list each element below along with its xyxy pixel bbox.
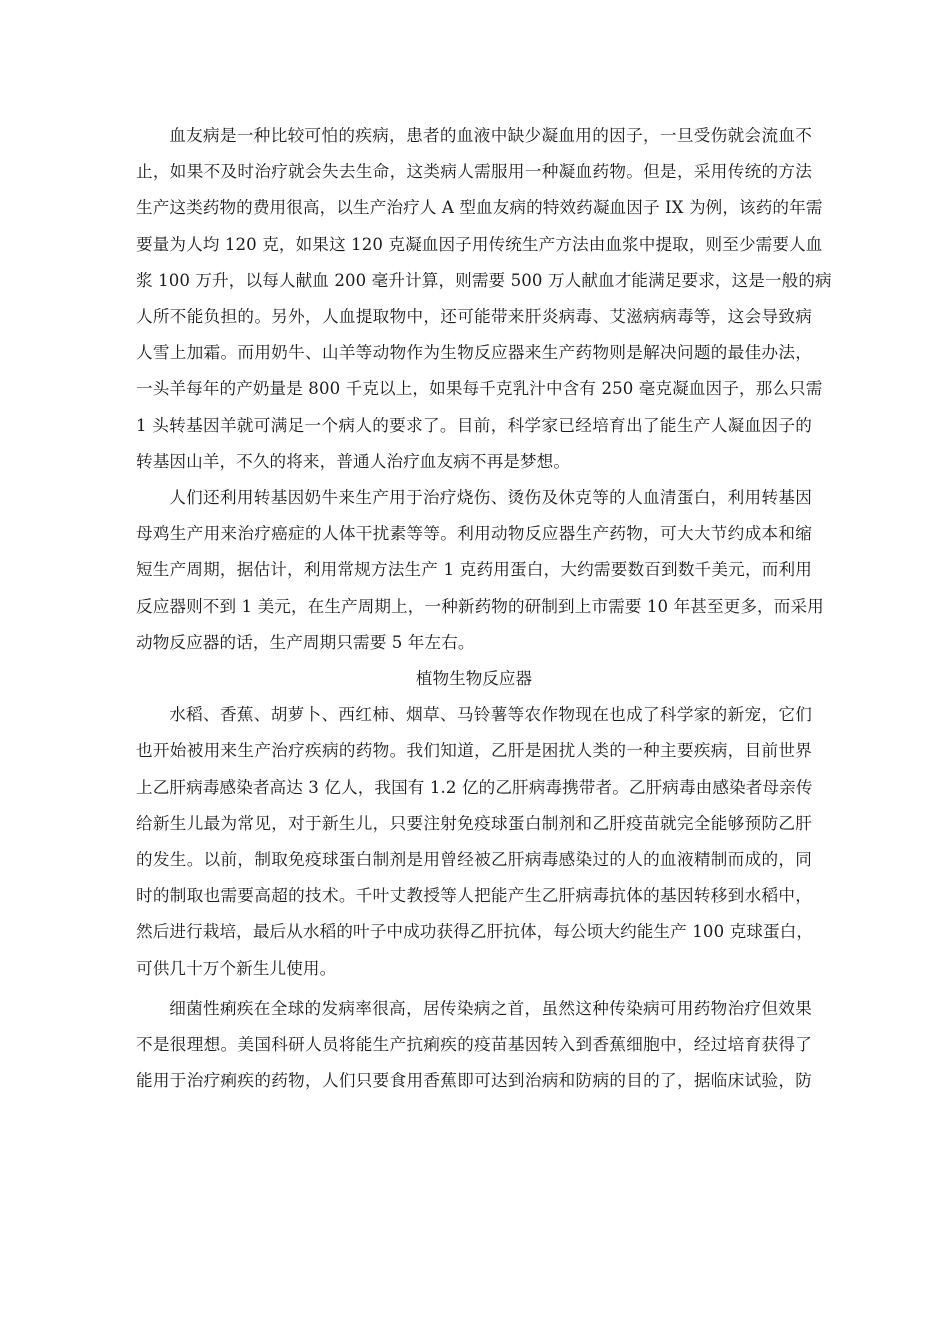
text-line: 1 头转基因羊就可满足一个病人的要求了。目前，科学家已经培育出了能生产人凝血因子的	[136, 415, 812, 435]
text-line: 也开始被用来生产治疗疾病的药物。我们知道，乙肝是困扰人类的一种主要疾病，目前世界	[136, 741, 812, 761]
paragraph-animal-reactor	[136, 480, 824, 661]
text-line: 生产这类药物的费用很高，以生产治疗人 A 型血友病的特效药凝血因子 IX 为例，该药的年需	[136, 198, 823, 218]
text-line: 细菌性痢疾在全球的发病率很高，居传染病之首，虽然这种传染病可用药物治疗但效果	[169, 998, 812, 1018]
text-line: 转基因山羊，不久的将来，普通人治疗血友病不再是梦想。	[136, 451, 571, 471]
text-line: 能用于治疗痢疾的药物，人们只要食用香蕉即可达到治病和防病的目的了，据临床试验，防	[136, 1071, 812, 1091]
section-heading: 植物生物反应器	[415, 669, 533, 689]
text-line: 人所不能负担的。另外，人血提取物中，还可能带来肝炎病毒、艾滋病病毒等，这会导致病	[136, 307, 812, 327]
text-line: 然后进行栽培，最后从水稻的叶子中成功获得乙肝抗体，每公顷大约能生产 100 克球蛋白，	[136, 922, 814, 942]
paragraph-plant-reactor	[136, 697, 812, 987]
text-line: 动物反应器的话，生产周期只需要 5 年左右。	[136, 632, 475, 652]
text-line: 要量为人均 120 克，如果这 120 克凝血因子用传统生产方法由血浆中提取，则至少需要人血	[136, 234, 823, 254]
text-line: 浆 100 万升，以每人献血 200 毫升计算，则需要 500 万人献血才能满足要求，这是一般的病	[136, 270, 832, 290]
text-line: 人们还利用转基因奶牛来生产用于治疗烧伤、烫伤及休克等的人血清蛋白，利用转基因	[169, 488, 812, 508]
text-line: 时的制取也需要高超的技术。千叶丈教授等人把能产生乙肝病毒抗体的基因转移到水稻中，	[136, 886, 812, 906]
text-line: 水稻、香蕉、胡萝卜、西红柿、烟草、马铃薯等农作物现在也成了科学家的新宠，它们	[169, 705, 812, 725]
text-line: 给新生儿最为常见，对于新生儿，只要注射免疫球蛋白制剂和乙肝疫苗就完全能够预防乙肝	[136, 813, 812, 833]
text-line: 血友病是一种比较可怕的疾病，患者的血液中缺少凝血用的因子，一旦受伤就会流血不	[169, 126, 812, 145]
text-line: 上乙肝病毒感染者高达 3 亿人，我国有 1.2 亿的乙肝病毒携带者。乙肝病毒由感染者母亲传	[136, 777, 813, 797]
document-page	[136, 118, 832, 1099]
text-line: 止，如果不及时治疗就会失去生命，这类病人需服用一种凝血药物。但是，采用传统的方法	[136, 162, 812, 182]
paragraph-hemophilia	[136, 118, 832, 480]
text-line: 不是很理想。美国科研人员将能生产抗痢疾的疫苗基因转入到香蕉细胞中，经过培育获得了	[136, 1035, 812, 1055]
text-line: 可供几十万个新生儿使用。	[136, 958, 337, 978]
text-line: 人雪上加霜。而用奶牛、山羊等动物作为生物反应器来生产药物则是解决问题的最佳办法，	[136, 343, 812, 363]
text-line: 短生产周期，据估计，利用常规方法生产 1 克药用蛋白，大约需要数百到数千美元，而利用	[136, 560, 812, 580]
text-line: 的发生。以前，制取免疫球蛋白制剂是用曾经被乙肝病毒感染过的人的血液精制而成的，同	[136, 850, 812, 870]
text-line: 母鸡生产用来治疗癌症的人体干扰素等等。利用动物反应器生产药物，可大大节约成本和缩	[136, 524, 812, 544]
text-line: 反应器则不到 1 美元，在生产周期上，一种新药物的研制到上市需要 10 年甚至更多，而采用	[136, 596, 824, 616]
paragraph-dysentery	[136, 991, 812, 1100]
text-line: 一头羊每年的产奶量是 800 千克以上，如果每千克乳汁中含有 250 毫克凝血因子，那么只需	[136, 379, 823, 399]
